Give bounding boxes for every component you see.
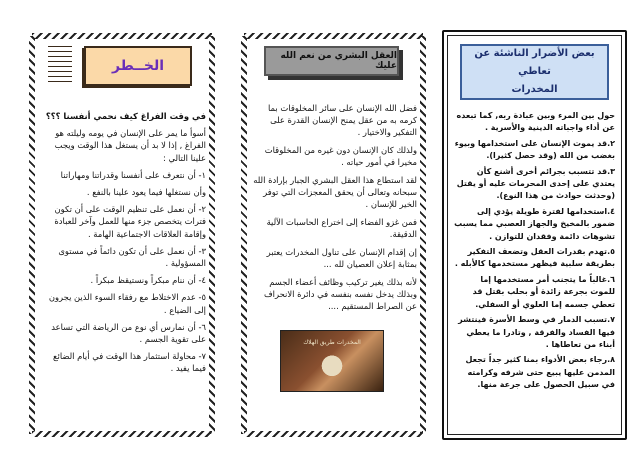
list-item: ١- أن نتعرف على أنفسنا وقدراتنا ومهاراتنا — [60, 169, 206, 180]
book-cover-caption: المخدرات طريق الهلاك — [303, 339, 361, 346]
zigzag-border-left — [241, 36, 247, 434]
list-item: وأن نستغلها فيما يعود علينا بالنفع . — [86, 187, 206, 198]
harm-item: ٣.قد تتسبب بجرائم أخرى أشنع كأن يعتدي على إحدى المحرمات عليه أو يقتل (وحدثت حوادث من هذا النوع). — [456, 166, 615, 201]
zigzag-border-bottom — [244, 431, 423, 437]
harm-item: ٤.استخدامها لفترة طويلة يؤدي إلى ضمور بالمخيخ والجهاز العصبي مما يسبب تشوهات دائمة وفقدان للتوازن . — [454, 206, 615, 241]
harm-item: ٥.تهدم بقدرات العقل وتضعف التفكير بطريقة سلبية فيظهر مستخدمها كالأبله . — [454, 247, 615, 269]
harm-item: حول بين المرء وبين عبادة ربه, كما تبعده عن أداء واجباته الدينية والأسرية . — [456, 111, 615, 133]
list-item: ٦- أن نمارس أي نوع من الرياضة التي تساعد على تقوية الجسم . — [51, 321, 206, 345]
zigzag-border-top — [244, 33, 423, 39]
middle-panel — [238, 30, 429, 440]
drugs-book-image — [280, 330, 384, 392]
right-panel-title — [460, 44, 609, 100]
zigzag-border-bottom — [32, 431, 212, 437]
paragraph: فمن غزو الفضاء إلى اختراع الحاسبات الآلية الدقيقة. — [266, 217, 417, 239]
right-panel — [442, 30, 627, 440]
paragraph: أسوأ ما يمر على الإنسان في يومه وليلته هو الفراغ , إذا لا بد أن يستغل هذا الوقت ويجب علينا التالي : — [54, 128, 206, 163]
paragraph: لقد استطاع هذا العقل البشري الجبار بإرادة الله سبحانه وتعالى أن يحقق المعجزات التي توفر الخير للإنسان . — [253, 175, 417, 209]
list-item: ٥- عدم الاختلاط مع رفقاء السوء الذين يجرون إلى الضياع . — [48, 292, 206, 315]
decorative-stripes — [48, 46, 72, 82]
harm-item: ٦.غالباً ما يتجنب أمر مستخدمها إما للموت بجرعة زائدة أو بحلب بقتل قد تعطي جسمه إما العلوي أو السفلي. — [472, 274, 615, 309]
list-item: ٣- أن نعمل على أن تكون دائماً في مستوى المسؤولية . — [58, 245, 206, 269]
harm-item: ٢.قد يموت الإنسان على استخدامها وبيوء بغضب من الله (وقد حصل كثيرا). — [454, 138, 615, 161]
list-item: ٧- محاولة استثمار هذا الوقت في أيام الضائع فيما يفيد . — [53, 351, 206, 374]
zigzag-border-top — [32, 33, 212, 39]
left-panel — [26, 30, 218, 440]
right-panel-content — [454, 110, 615, 428]
section-heading: في وقت الفراغ كيف نحمي أنفسنا ؟؟؟ — [45, 111, 206, 121]
right-title-line2: المخدرات — [511, 84, 558, 95]
middle-panel-title: العقل البشري من نعم الله عليك — [264, 46, 399, 76]
zigzag-border-right — [420, 36, 426, 434]
right-title-line1: بعض الأضرار الناشئة عن تعاطي — [474, 48, 595, 77]
left-panel-title: الخــطر — [84, 46, 192, 86]
harm-item: ٨.رجاء بعض الأدواء بمنا كثير جداً تجعل المدمن عليها يبيع حتى شرفه وكرامته في سبيل الحصول على جرعة منها. — [465, 355, 615, 390]
paragraph: لأنه بذلك يغير تركيب وظائف أعضاء الجسم وبذلك يدخل نفسه بنفسه في دائرة الانحراف عن الصراط المستقيم .... — [263, 277, 417, 311]
zigzag-border-right — [209, 36, 215, 434]
paragraph: فضل الله الإنسان على سائر المخلوقات بما كرمه به من عقل يمنح الإنسان القدرة على التفكير والاختيار . — [268, 103, 417, 137]
left-panel-content — [38, 110, 206, 428]
harm-item: ٧.تسبب الدمار في وسط الأسرة فينتشر فيها الفساد والفرقة , وتادرا ما يعطي أبناء من تعاطاها . — [458, 315, 615, 349]
paragraph: ولذلك كان الإنسان دون غيره من المخلوقات مخيرا في أمور حياته . — [264, 145, 417, 167]
list-item: ٤- أن ننام مبكراً ونستيقظ مبكراً . — [90, 275, 206, 286]
list-item: ٢- أن نعمل على تنظيم الوقت على أن تكون فترات يتخصص جزء منها للعمل وآخر للعبادة وإقامة العلاقات الاجتماعية الهامة . — [54, 204, 206, 239]
paragraph: إن إقدام الإنسان على تناول المخدرات يعتبر بمثابة إعلان العصيان لله ... — [266, 247, 417, 269]
zigzag-border-left — [29, 36, 35, 434]
skull-icon — [319, 355, 345, 379]
